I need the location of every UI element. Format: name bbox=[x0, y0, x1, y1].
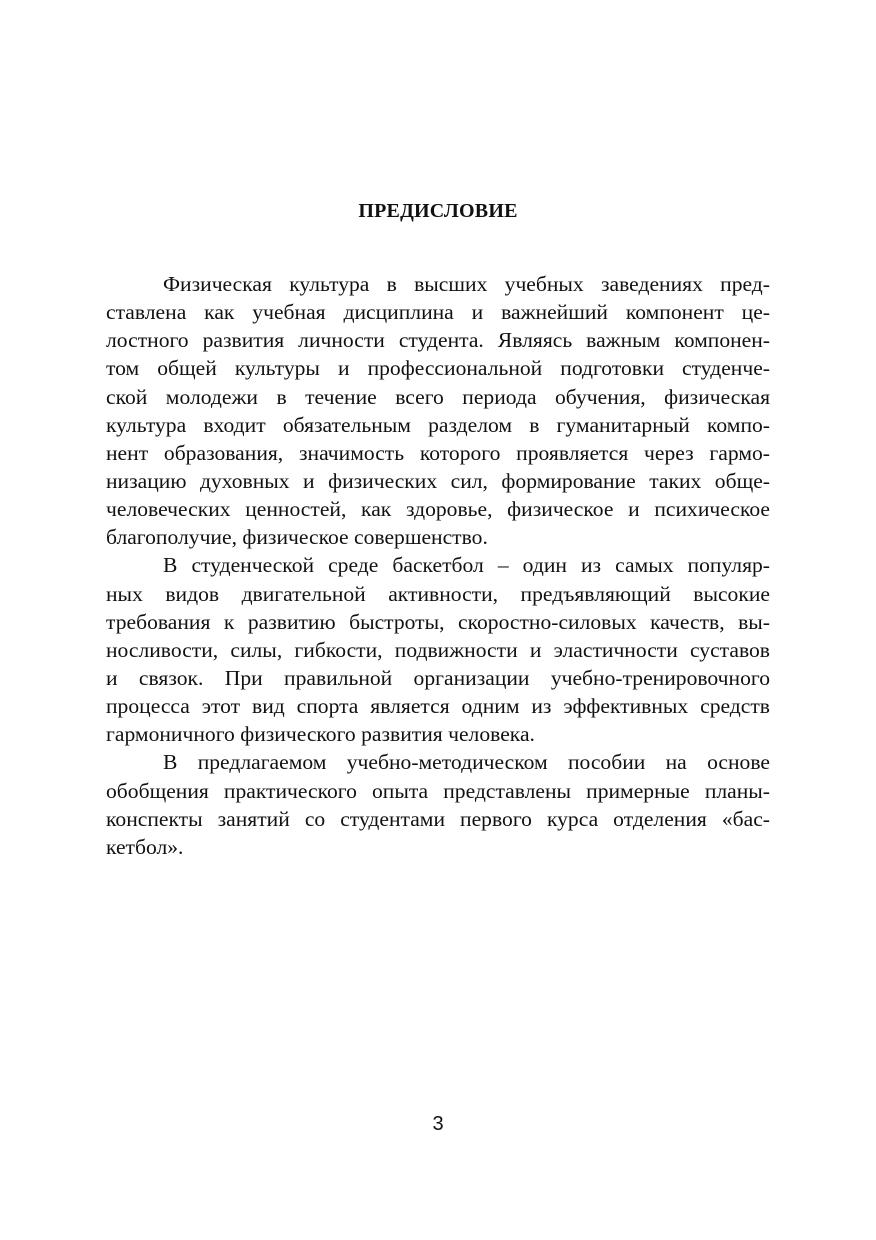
text-line: ставлена как учебная дисциплина и важнейший компонент це- bbox=[106, 300, 770, 325]
text-line: нент образования, значимость которого проявляется через гармо- bbox=[106, 440, 770, 465]
text-line: обобщения практического опыта представлены примерные планы- bbox=[106, 778, 770, 803]
paragraph-1 bbox=[106, 270, 770, 551]
text-line: человеческих ценностей, как здоровье, физическое и психическое bbox=[106, 497, 770, 522]
text-line: В студенческой среде баскетбол – один из самых популяр- bbox=[163, 553, 770, 578]
page-title: ПРЕДИСЛОВИЕ bbox=[358, 200, 518, 222]
paragraph-2 bbox=[106, 551, 770, 748]
text-line: носливости, силы, гибкости, подвижности и эластичности суставов bbox=[106, 637, 770, 662]
text-line: низацию духовных и физических сил, формирование таких обще- bbox=[106, 468, 770, 493]
text-line: кетбол». bbox=[106, 834, 184, 859]
text-line: конспекты занятий со студентами первого курса отделения «бас- bbox=[106, 806, 770, 831]
text-line: В предлагаемом учебно-методическом пособии на основе bbox=[163, 750, 770, 775]
text-line: культура входит обязательным разделом в гуманитарный компо- bbox=[106, 412, 770, 437]
paragraph-3 bbox=[106, 748, 770, 861]
text-line: Физическая культура в высших учебных заведениях пред- bbox=[163, 272, 770, 296]
preface-body bbox=[106, 270, 770, 861]
text-line: ных видов двигательной активности, предъявляющий высокие bbox=[106, 581, 770, 606]
text-line: ской молодежи в течение всего периода обучения, физическая bbox=[106, 384, 770, 409]
text-line: требования к развитию быстроты, скоростно-силовых качеств, вы- bbox=[106, 609, 770, 634]
text-line: процесса этот вид спорта является одним из эффективных средств bbox=[106, 694, 770, 719]
text-line: гармоничного физического развития человека. bbox=[106, 722, 535, 747]
text-line: том общей культуры и профессиональной подготовки студенче- bbox=[106, 356, 770, 381]
text-line: благополучие, физическое совершенство. bbox=[106, 525, 488, 550]
text-line: лостного развития личности студента. Являясь важным компонен- bbox=[106, 328, 770, 353]
page-number: 3 bbox=[432, 1113, 444, 1135]
text-line: и связок. При правильной организации учебно-тренировочного bbox=[106, 665, 770, 690]
